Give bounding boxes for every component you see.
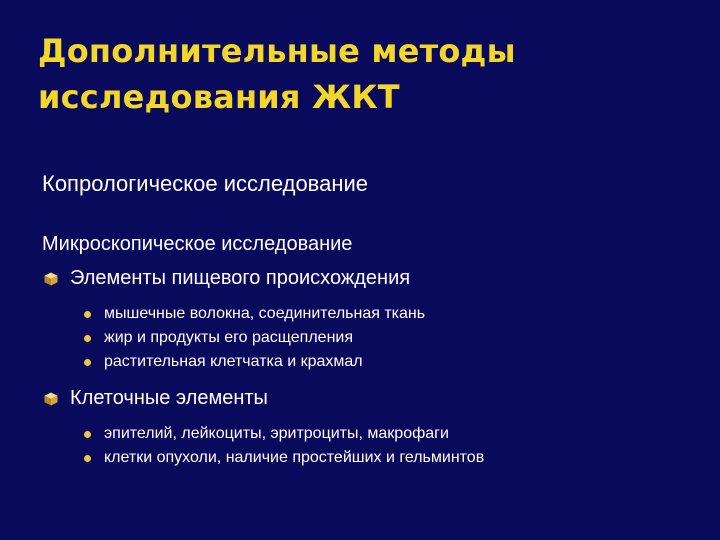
list-item-text: жир и продукты его расщепления xyxy=(104,329,354,346)
list-item-text: клетки опухоли, наличие простейших и гельминтов xyxy=(104,449,485,466)
cube-bullet-icon xyxy=(44,272,58,286)
cube-bullet-icon xyxy=(44,392,58,406)
list-item-text: растительная клетчатка и крахмал xyxy=(104,353,363,370)
list-item xyxy=(42,326,682,350)
list-item-text: мышечные волокна, соединительная ткань xyxy=(104,305,426,322)
group-food-elements xyxy=(42,264,682,374)
list-item xyxy=(42,446,682,470)
dot-bullet-icon xyxy=(84,431,91,438)
heading-microscopic: Микроскопическое исследование xyxy=(42,233,353,255)
list-item xyxy=(42,302,682,326)
group-label: Клеточные элементы xyxy=(70,387,268,409)
dot-bullet-icon xyxy=(84,359,91,366)
list-item-text: эпителий, лейкоциты, эритроциты, макрофаги xyxy=(104,425,449,442)
list-item xyxy=(42,422,682,446)
list-item xyxy=(42,350,682,374)
group-cell-elements xyxy=(42,384,682,470)
title-line-2: исследования ЖКТ xyxy=(38,78,400,116)
food-items-list xyxy=(42,302,682,374)
group-label: Элементы пищевого происхождения xyxy=(70,267,411,289)
slide-title xyxy=(38,28,678,120)
title-line-1: Дополнительные методы xyxy=(38,32,516,70)
cell-items-list xyxy=(42,422,682,470)
dot-bullet-icon xyxy=(84,335,91,342)
dot-bullet-icon xyxy=(84,311,91,318)
heading-coprological: Копрологическое исследование xyxy=(42,171,369,196)
dot-bullet-icon xyxy=(84,455,91,462)
